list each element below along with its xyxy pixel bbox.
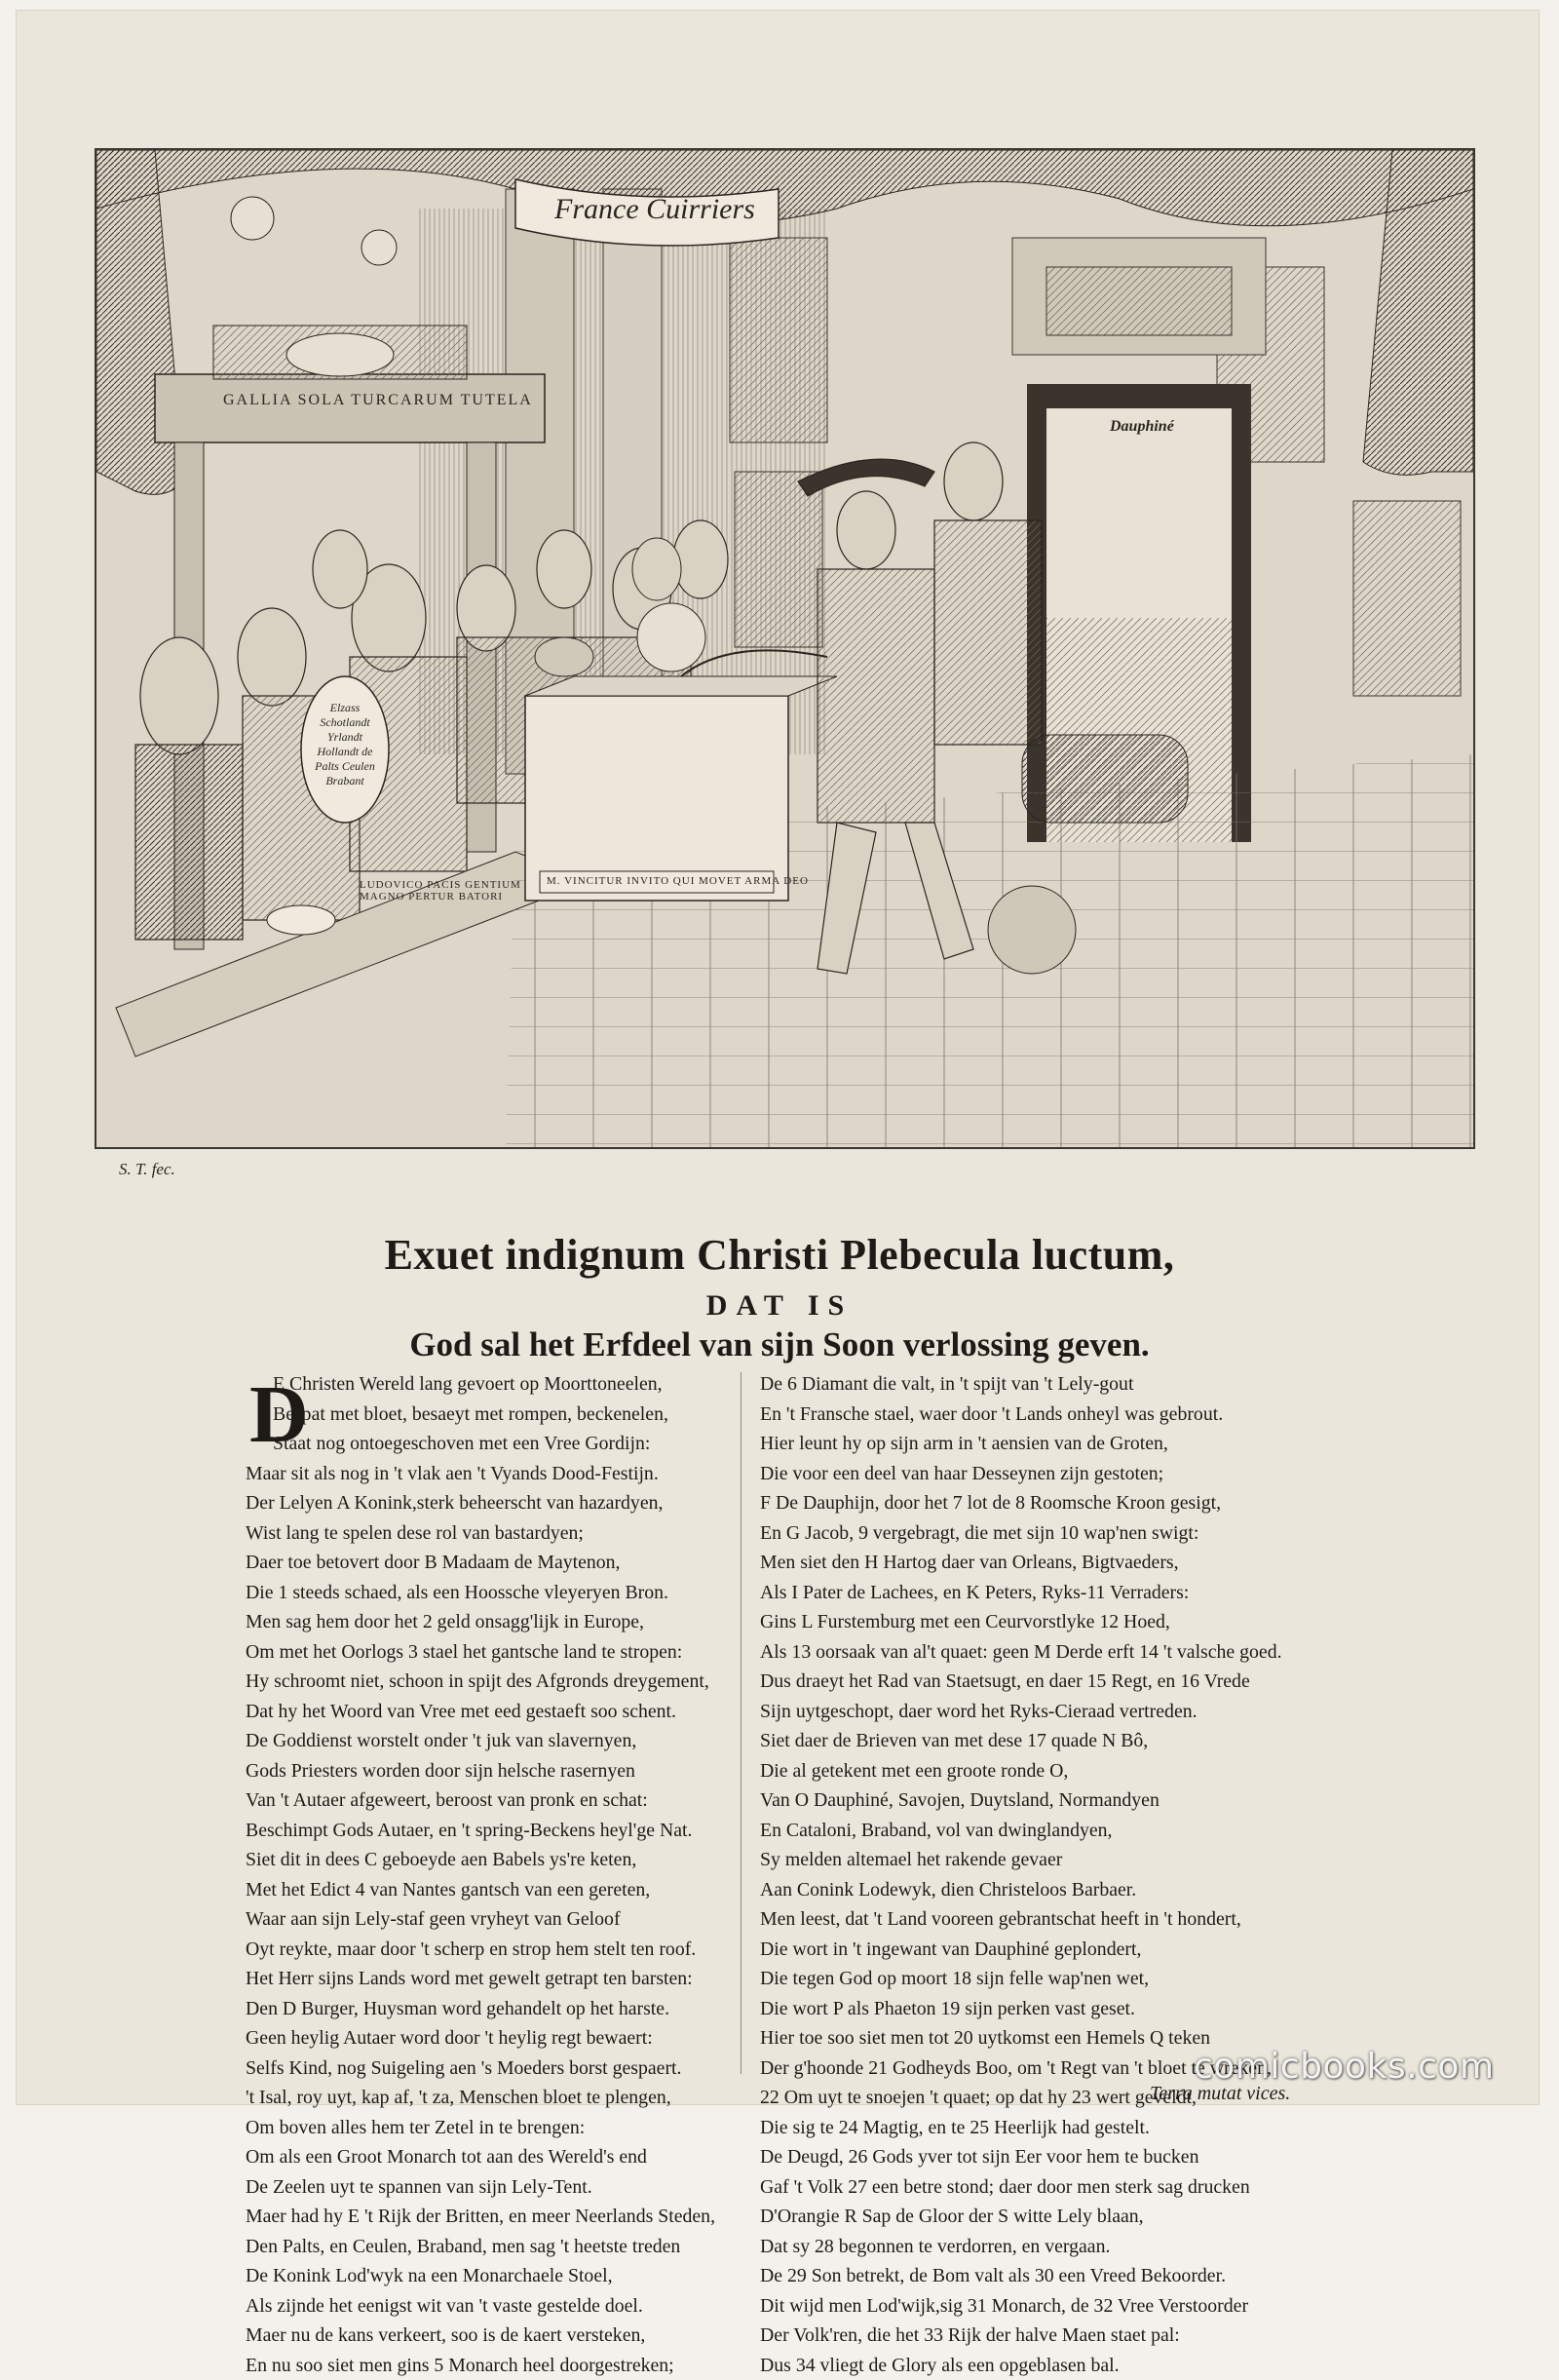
poem-line: Geen heylig Autaer word door 't heylig regt bewaert: xyxy=(246,2023,715,2054)
poem-line: E Christen Wereld lang gevoert op Moorttoneelen, xyxy=(246,1369,715,1400)
poem-line: Die al getekent met een groote ronde O, xyxy=(760,1756,1282,1786)
poem-line: Het Herr sijns Lands word met gewelt getrapt ten barsten: xyxy=(246,1964,715,1994)
subtitle: DAT IS xyxy=(0,1289,1559,1323)
poem-line: En 't Fransche stael, waer door 't Lands onheyl was gebrout. xyxy=(760,1400,1282,1430)
poem-line: Van 't Autaer afgeweert, beroost van pronk en schat: xyxy=(246,1785,715,1816)
poem-line: Beschimpt Gods Autaer, en 't spring-Beckens heyl'ge Nat. xyxy=(246,1816,715,1846)
poem-line: Maer had hy E 't Rijk der Britten, en meer Neerlands Steden, xyxy=(246,2202,715,2232)
drop-cap: D xyxy=(249,1374,309,1456)
poem-line: Sy melden altemael het rakende gevaer xyxy=(760,1845,1282,1875)
poem-line: Oyt reykte, maar door 't scherp en strop hem stelt ten roof. xyxy=(246,1935,715,1965)
poem-line: Hier toe soo siet men tot 20 uytkomst een Hemels Q teken xyxy=(760,2023,1282,2054)
poem-line: Om boven alles hem ter Zetel in te brengen: xyxy=(246,2113,715,2143)
poem-line: En nu soo siet men gins 5 Monarch heel doorgestreken; xyxy=(246,2351,715,2380)
poem-line: Men sag hem door het 2 geld onsagg'lijk in Europe, xyxy=(246,1607,715,1637)
poem-line: Dus draeyt het Rad van Staetsugt, en daer 15 Regt, en 16 Vrede xyxy=(760,1667,1282,1697)
poem-line: Siet dit in dees C geboeyde aen Babels ys're keten, xyxy=(246,1845,715,1875)
banner-text: France Cuirriers xyxy=(554,193,755,226)
poem-line: Hy schroomt niet, schoon in spijt des Afgronds dreygement, xyxy=(246,1667,715,1697)
poem-line: Den Palts, en Ceulen, Braband, men sag 't heetste treden xyxy=(246,2232,715,2262)
poem-line: Den D Burger, Huysman word gehandelt op het harste. xyxy=(246,1994,715,2024)
door-label: Dauphiné xyxy=(1110,418,1174,436)
poem-line: Men leest, dat 't Land vooreen gebrantschat heeft in 't hondert, xyxy=(760,1904,1282,1935)
page-title: Exuet indignum Christi Plebecula luctum, xyxy=(0,1230,1559,1280)
poem-line: Die voor een deel van haar Desseynen zijn gestoten; xyxy=(760,1459,1282,1489)
poem-line: Der Lelyen A Konink,sterk beheerscht van hazardyen, xyxy=(246,1488,715,1518)
poem-right-column xyxy=(760,1369,1282,2380)
mantel-inscription: GALLIA SOLA TURCARUM TUTELA xyxy=(223,392,533,409)
poem-line: 22 Om uyt te snoejen 't quaet; op dat hy 23 wert geveldt, xyxy=(760,2083,1282,2113)
poem-line: Gods Priesters worden door sijn helsche rasernyen xyxy=(246,1756,715,1786)
poem-line: Sijn uytgeschopt, daer word het Ryks-Cieraad vertreden. xyxy=(760,1697,1282,1727)
poem-line: Selfs Kind, nog Suigeling aen 's Moeders borst gespaert. xyxy=(246,2054,715,2084)
poem-line: Maar sit als nog in 't vlak aen 't Vyands Dood-Festijn. xyxy=(246,1459,715,1489)
engraving-illustration xyxy=(96,150,1473,1147)
engraver-signature: S. T. fec. xyxy=(119,1160,175,1179)
poem-line: Hier leunt hy op sijn arm in 't aensien van de Groten, xyxy=(760,1429,1282,1459)
poem-line: Maer nu de kans verkeert, soo is de kaert versteken, xyxy=(246,2321,715,2351)
poem-line: En G Jacob, 9 vergebragt, die met sijn 10 wap'nen swigt: xyxy=(760,1518,1282,1549)
poem-line: Die sig te 24 Magtig, en te 25 Heerlijk had gestelt. xyxy=(760,2113,1282,2143)
poem-line: De Goddienst worstelt onder 't juk van slavernyen, xyxy=(246,1726,715,1756)
poem-line: Dat hy het Woord van Vree met eed gestaeft soo schent. xyxy=(246,1697,715,1727)
poem-line: Der Volk'ren, die het 33 Rijk der halve Maen staet pal: xyxy=(760,2321,1282,2351)
poem-line: De Konink Lod'wyk na een Monarchaele Stoel, xyxy=(246,2261,715,2291)
poem-line: Staat nog ontoegeschoven met een Vree Gordijn: xyxy=(246,1429,715,1459)
poem-line: De 6 Diamant die valt, in 't spijt van 't Lely-gout xyxy=(760,1369,1282,1400)
poem-line: En Cataloni, Braband, vol van dwinglandyen, xyxy=(760,1816,1282,1846)
poem-line: Dat sy 28 begonnen te verdorren, en vergaan. xyxy=(760,2232,1282,2262)
poem-line: Bespat met bloet, besaeyt met rompen, beckenelen, xyxy=(246,1400,715,1430)
poem-line: D'Orangie R Sap de Gloor der S witte Lely blaan, xyxy=(760,2202,1282,2232)
closing-motto: Terra mutat vices. xyxy=(1150,2083,1290,2105)
poem-line: Men siet den H Hartog daer van Orleans, Bigtvaeders, xyxy=(760,1548,1282,1578)
poem-line: Die tegen God op moort 18 sijn felle wap'nen wet, xyxy=(760,1964,1282,1994)
poem-line: Der g'hoonde 21 Godheyds Boo, om 't Regt van 't bloet te wreken, xyxy=(760,2054,1282,2084)
poem-line: Die wort in 't ingewant van Dauphiné geplondert, xyxy=(760,1935,1282,1965)
poem-line: Wist lang te spelen dese rol van bastardyen; xyxy=(246,1518,715,1549)
poem-line: Aan Conink Lodewyk, dien Christeloos Barbaer. xyxy=(760,1875,1282,1905)
poem-line: Die wort P als Phaeton 19 sijn perken vast geset. xyxy=(760,1994,1282,2024)
poem-line: Om met het Oorlogs 3 stael het gantsche land te stropen: xyxy=(246,1637,715,1668)
poem-line: Die 1 steeds schaed, als een Hoossche vleyeryen Bron. xyxy=(246,1578,715,1608)
poem-line: Van O Dauphiné, Savojen, Duytsland, Normandyen xyxy=(760,1785,1282,1816)
poem-line: Dit wijd men Lod'wijk,sig 31 Monarch, de 32 Vree Verstoorder xyxy=(760,2291,1282,2322)
poem-line: De 29 Son betrekt, de Bom valt als 30 een Vreed Bekoorder. xyxy=(760,2261,1282,2291)
poem-line: De Zeelen uyt te spannen van sijn Lely-Tent. xyxy=(246,2172,715,2203)
poem-line: Dus 34 vliegt de Glory als een opgeblasen bal. xyxy=(760,2351,1282,2380)
poem-line: De Deugd, 26 Gods yver tot sijn Eer voor hem te bucken xyxy=(760,2142,1282,2172)
subtitle-2: God sal het Erfdeel van sijn Soon verlossing geven. xyxy=(0,1325,1559,1364)
poem-line: Gins L Furstemburg met een Ceurvorstlyke 12 Hoed, xyxy=(760,1607,1282,1637)
poem-line: F De Dauphijn, door het 7 lot de 8 Roomsche Kroon gesigt, xyxy=(760,1488,1282,1518)
shield-inscription: Elzass Schotlandt Yrlandt Hollandt de Palts Ceulen Brabant xyxy=(309,701,381,788)
poem-line: Om als een Groot Monarch tot aan des Wereld's end xyxy=(246,2142,715,2172)
poem-line: Daer toe betovert door B Madaam de Maytenon, xyxy=(246,1548,715,1578)
table-inscription: M. VINCITUR INVITO QUI MOVET ARMA DEO xyxy=(547,875,809,887)
poem-line: Gaf 't Volk 27 een betre stond; daer door men sterk sag drucken xyxy=(760,2172,1282,2203)
poem-line: Met het Edict 4 van Nantes gantsch van een gereten, xyxy=(246,1875,715,1905)
poem-line: Als 13 oorsaak van al't quaet: geen M Derde erft 14 't valsche goed. xyxy=(760,1637,1282,1668)
watermark: comicbooks.com xyxy=(1194,2047,1495,2087)
engraving-plate xyxy=(95,148,1475,1149)
poem-line: Siet daer de Brieven van met dese 17 quade N Bô, xyxy=(760,1726,1282,1756)
poem-line: 't Isal, roy uyt, kap af, 't za, Menschen bloet te plengen, xyxy=(246,2083,715,2113)
poem-line: Waar aan sijn Lely-staf geen vryheyt van Geloof xyxy=(246,1904,715,1935)
step-inscription: LUDOVICO PACIS GENTIUM MAGNO PERTUR BATORI xyxy=(360,879,554,902)
poem-line: Als I Pater de Lachees, en K Peters, Ryks-11 Verraders: xyxy=(760,1578,1282,1608)
poem-line: Als zijnde het eenigst wit van 't vaste gestelde doel. xyxy=(246,2291,715,2322)
poem-left-column xyxy=(246,1369,715,2380)
